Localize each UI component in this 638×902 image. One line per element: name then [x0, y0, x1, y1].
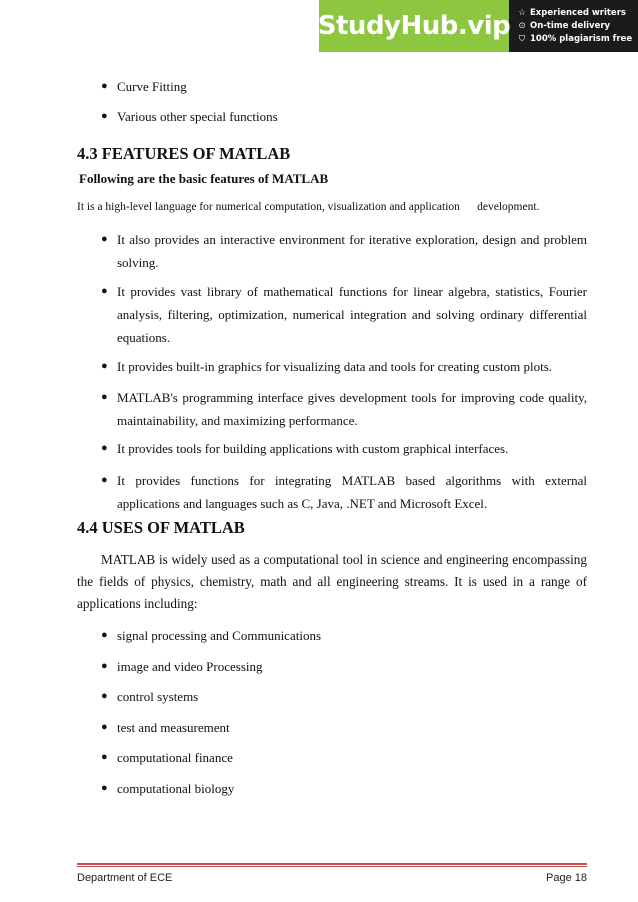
- perk-label: Experienced writers: [530, 7, 626, 18]
- bullet-icon: ●: [101, 474, 108, 486]
- bullet-icon: ●: [101, 660, 108, 672]
- list-item: ● It provides functions for integrating MATLAB based algorithms with external applications and languages such as C, Java, .NET and Microsoft Excel.: [101, 469, 587, 515]
- shield-icon: ⛉: [518, 33, 526, 44]
- list-item: ● Curve Fitting: [101, 75, 587, 98]
- list-item: ● It provides built-in graphics for visualizing data and tools for creating custom plots.: [101, 355, 587, 378]
- bullet-icon: ●: [101, 285, 108, 297]
- bullet-icon: ●: [101, 629, 108, 641]
- uses-paragraph: MATLAB is widely used as a computational tool in science and engineering encompassing the fields of physics, chemistry, math and all engineering streams. It is used in a range of applications including:: [77, 552, 587, 611]
- brand-name: StudyHub.vip: [317, 11, 511, 41]
- bullet-icon: ●: [101, 442, 108, 454]
- section-heading-uses: 4.4 USES OF MATLAB: [77, 518, 245, 537]
- footer-page-number: Page 18: [546, 872, 587, 884]
- section-heading-features: 4.3 FEATURES OF MATLAB: [77, 144, 291, 163]
- list-item: ● signal processing and Communications: [101, 624, 587, 647]
- list-item: ● test and measurement: [101, 716, 587, 739]
- star-icon: ☆: [518, 7, 526, 18]
- bullet-icon: ●: [101, 721, 108, 733]
- clock-icon: ⊙: [518, 20, 526, 31]
- perk-label: 100% plagiarism free: [530, 33, 633, 44]
- bullet-icon: ●: [101, 690, 108, 702]
- brand-logo[interactable]: [319, 0, 509, 52]
- perk-on-time-delivery: [517, 20, 638, 33]
- section-subheading: Following are the basic features of MATLAB: [79, 171, 329, 186]
- perks-list: [509, 7, 638, 46]
- list-item: ● computational finance: [101, 746, 587, 769]
- list-item: ● MATLAB's programming interface gives development tools for improving code quality, maintainability, and maximizing performance.: [101, 386, 587, 432]
- list-item: ● image and video Processing: [101, 655, 587, 678]
- footer-divider-thin: [77, 866, 587, 867]
- intro-line: It is a high-level language for numerical computation, visualization and application development.: [77, 201, 540, 213]
- perk-label: On-time delivery: [530, 20, 611, 31]
- perk-experienced-writers: [517, 7, 638, 20]
- bullet-icon: ●: [101, 110, 108, 122]
- bullet-icon: ●: [101, 751, 108, 763]
- footer-department: Department of ECE: [77, 872, 173, 884]
- bullet-icon: ●: [101, 782, 108, 794]
- list-item: ● Various other special functions: [101, 105, 587, 128]
- list-item: ● It also provides an interactive environment for iterative exploration, design and problem solving.: [101, 228, 587, 274]
- perk-plagiarism-free: [517, 33, 638, 46]
- list-item: ● computational biology: [101, 777, 587, 800]
- bullet-icon: ●: [101, 80, 108, 92]
- list-item: ● control systems: [101, 685, 587, 708]
- bullet-icon: ●: [101, 233, 108, 245]
- bullet-icon: ●: [101, 391, 108, 403]
- studyhub-banner[interactable]: [319, 0, 638, 52]
- bullet-icon: ●: [101, 360, 108, 372]
- list-item: ● It provides tools for building applications with custom graphical interfaces.: [101, 437, 587, 460]
- footer-divider: [77, 863, 587, 865]
- list-item: ● It provides vast library of mathematical functions for linear algebra, statistics, Fourier analysis, filtering, optimization, numerical integration and solving ordinary differential equations.: [101, 280, 587, 349]
